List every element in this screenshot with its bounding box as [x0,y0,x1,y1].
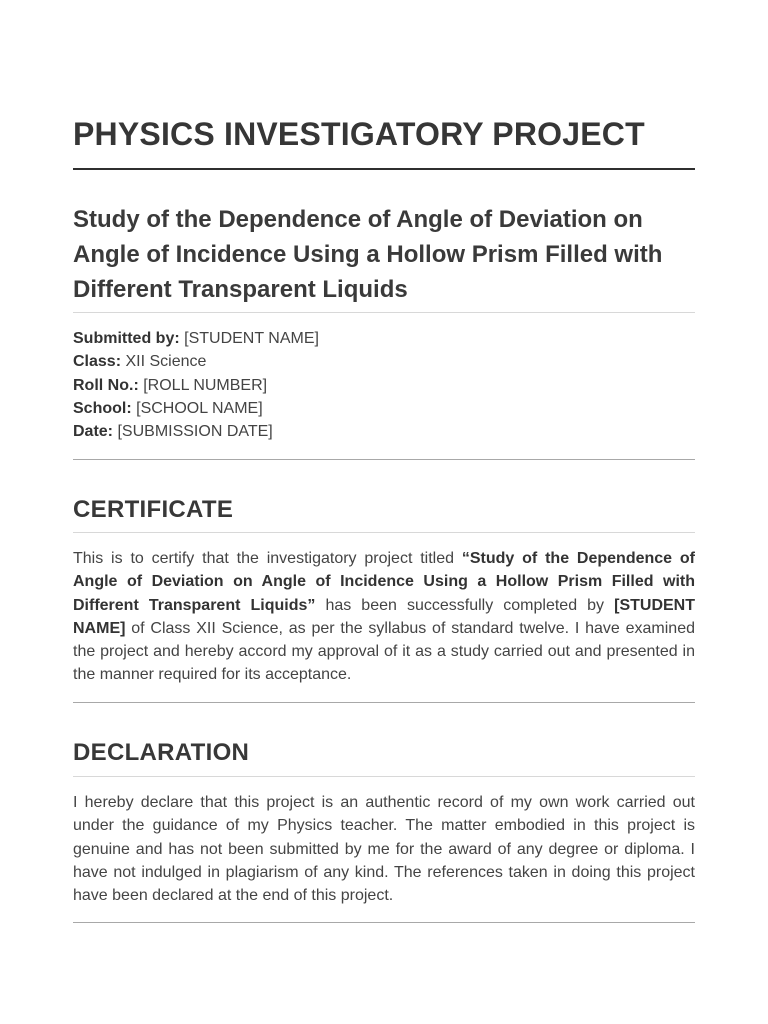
submission-details [73,327,695,443]
certificate-heading: CERTIFICATE [73,496,234,523]
class-label: Class: [73,353,122,371]
certificate-text-part-2: has been successfully completed by [315,596,615,614]
declaration-divider [73,922,695,923]
certificate-heading-divider [73,532,695,533]
date-label: Date: [73,423,114,441]
roll-no-label: Roll No.: [73,376,139,394]
certificate-text-part-1: This is to certify that the investigatory project titled [73,550,462,567]
school-label: School: [73,399,132,417]
school-value: [SCHOOL NAME] [136,399,263,417]
class-value: XII Science [125,353,207,371]
roll-no-value: [ROLL NUMBER] [143,376,268,394]
title-divider [73,168,695,170]
school-row [73,397,695,420]
project-subtitle: Study of the Dependence of Angle of Deviation on Angle of Incidence Using a Hollow Prism Filled with Different Transparent Liquids [73,206,663,303]
certificate-student-name: [STUDENT NAME] [73,596,695,637]
submitted-by-row [73,327,695,350]
roll-no-row [73,374,695,397]
declaration-text: I hereby declare that this project is an authentic record of my own work carried out under the guidance of my Physics teacher. The matter embodied in this project is genuine and has not been submitted by me for the award of any degree or diploma. I have not indulged in plagiarism of any kind. The references taken in doing this project have been declared at the end of this project. [73,794,695,905]
certificate-text [73,547,695,687]
submitted-by-value: [STUDENT NAME] [184,330,319,347]
date-row [73,420,695,443]
date-value: [SUBMISSION DATE] [117,423,273,441]
subtitle-divider [73,312,695,313]
submitted-by-label: Submitted by: [73,330,180,347]
certificate-project-title: “Study of the Dependence of Angle of Deviation on Angle of Incidence Using a Hollow Prism Filled with Different Transparent Liquids” [73,550,695,614]
certificate-text-part-3: of Class XII Science, as per the syllabus of standard twelve. I have examined the project and hereby accord my approval of it as a study carried out and presented in the manner required for its acceptance. [73,619,695,684]
details-divider [73,459,695,460]
declaration-heading: DECLARATION [73,739,250,766]
class-row [73,350,695,373]
certificate-divider [73,702,695,703]
document-title: PHYSICS INVESTIGATORY PROJECT [73,116,645,152]
declaration-heading-divider [73,776,695,777]
